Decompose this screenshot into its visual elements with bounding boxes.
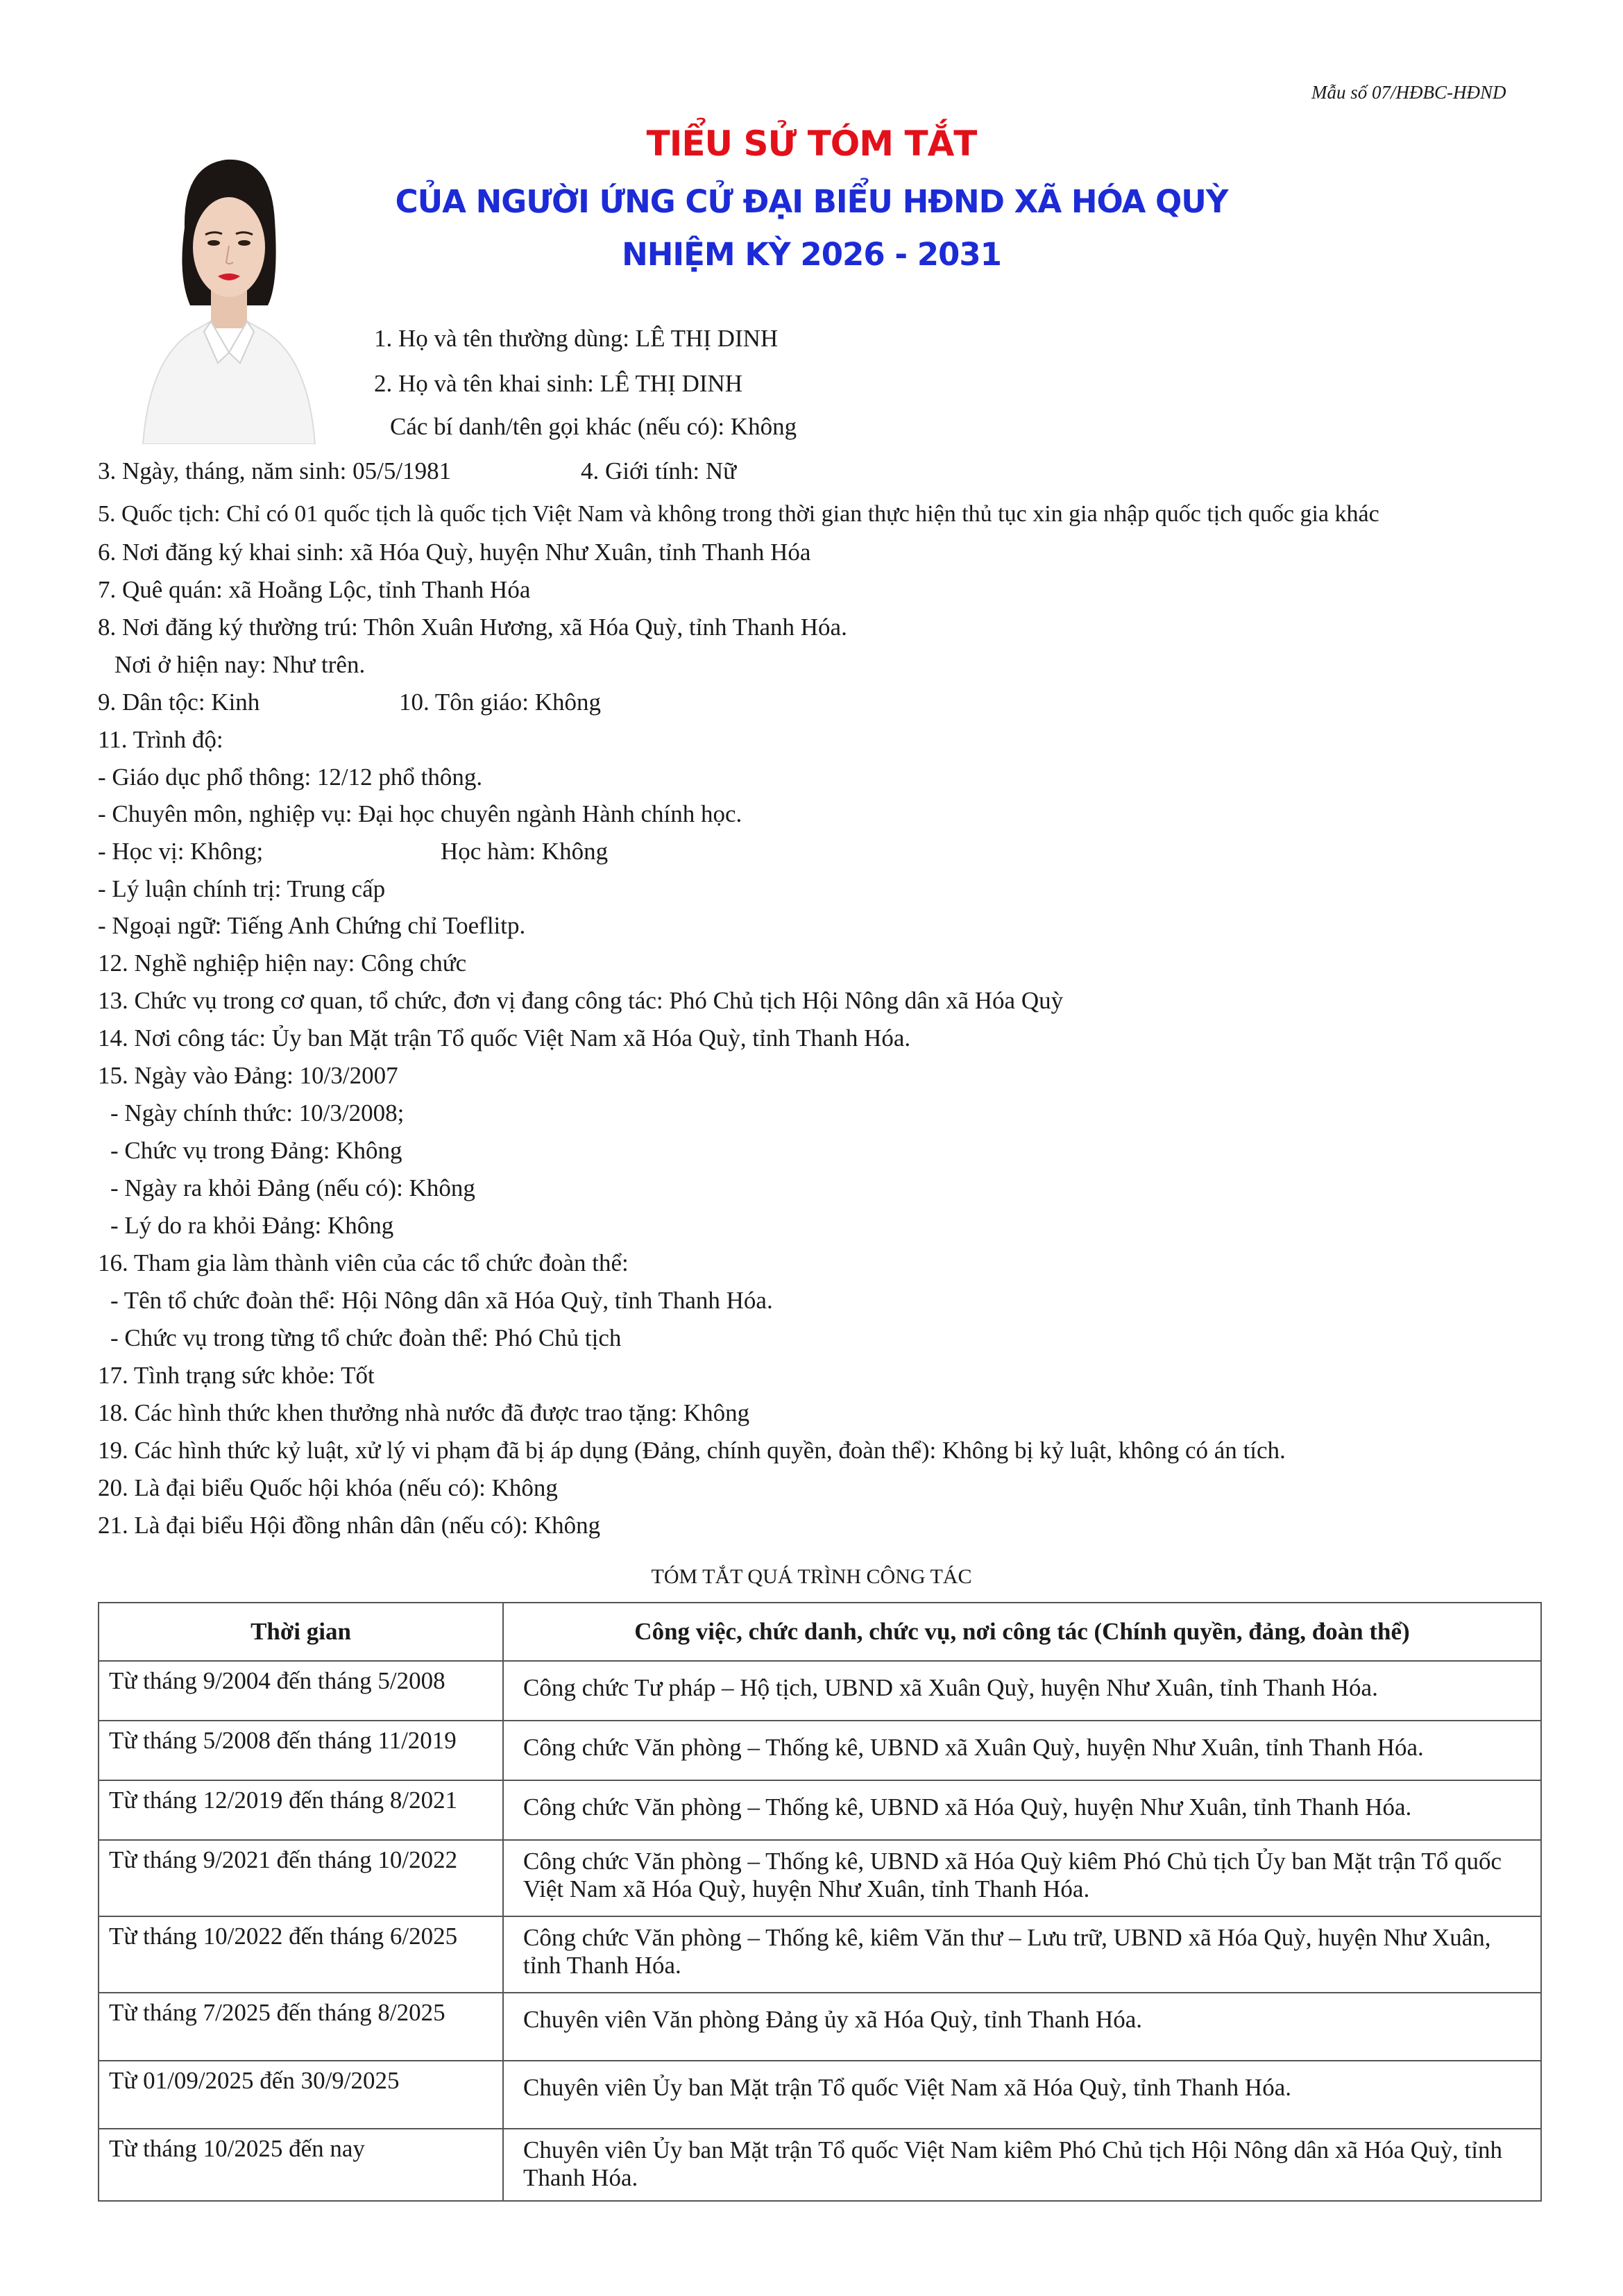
health-status: 17. Tình trạng sức khỏe: Tốt [98,1362,375,1389]
disciplinary-record: 19. Các hình thức kỷ luật, xử lý vi phạm đã bị áp dụng (Đảng, chính quyền, đoàn thể): Không bị kỷ luật, không có án tích. [98,1437,1286,1464]
table-row [99,1840,1541,1916]
gender: 4. Giới tính: Nữ [581,457,737,484]
description-cell: Công chức Văn phòng – Thống kê, UBND xã Hóa Quỳ kiêm Phó Chủ tịch Ủy ban Mặt trận Tổ quốc Việt Nam xã Hóa Quỳ, huyện Như Xuân, tỉnh Thanh Hóa. [503,1840,1541,1916]
party-position: - Chức vụ trong Đảng: Không [110,1137,402,1164]
period-cell: Từ tháng 12/2019 đến tháng 8/2021 [99,1780,503,1840]
religion: 10. Tôn giáo: Không [399,689,602,716]
table-row [99,1916,1541,1993]
qualifications-heading: 11. Trình độ: [98,726,223,753]
common-name: 1. Họ và tên thường dùng: LÊ THỊ DINH [374,325,779,352]
academic-degree: - Học vị: Không; [98,838,264,865]
professional-qualification: - Chuyên môn, nghiệp vụ: Đại học chuyên ngành Hành chính học. [98,800,742,827]
document-title: TIỂU SỬ TÓM TẮT [646,124,977,164]
description-cell: Công chức Tư pháp – Hộ tịch, UBND xã Xuân Quỳ, huyện Như Xuân, tỉnh Thanh Hóa. [503,1661,1541,1721]
period-cell: Từ tháng 10/2025 đến nay [99,2129,503,2201]
party-leave-date: - Ngày ra khỏi Đảng (nếu có): Không [110,1174,475,1201]
table-row [99,1721,1541,1780]
table-row [99,2129,1541,2201]
current-residence: Nơi ở hiện nay: Như trên. [114,651,366,678]
permanent-residence: 8. Nơi đăng ký thường trú: Thôn Xuân Hương, xã Hóa Quỳ, tỉnh Thanh Hóa. [98,614,847,641]
period-cell: Từ tháng 9/2021 đến tháng 10/2022 [99,1840,503,1916]
state-awards: 18. Các hình thức khen thưởng nhà nước đã được trao tặng: Không [98,1399,750,1426]
national-assembly-delegate: 20. Là đại biểu Quốc hội khóa (nếu có): Không [98,1474,558,1501]
ethnicity: 9. Dân tộc: Kinh [98,689,260,716]
form-code: Mẫu số 07/HĐBC-HĐND [1311,82,1506,103]
workplace: 14. Nơi công tác: Ủy ban Mặt trận Tổ quốc Việt Nam xã Hóa Quỳ, tỉnh Thanh Hóa. [98,1024,911,1052]
description-cell: Chuyên viên Ủy ban Mặt trận Tổ quốc Việt Nam xã Hóa Quỳ, tỉnh Thanh Hóa. [503,2061,1541,2129]
party-official-date: - Ngày chính thức: 10/3/2008; [110,1099,405,1126]
column-header-period: Thời gian [99,1603,503,1661]
period-cell: Từ tháng 7/2025 đến tháng 8/2025 [99,1993,503,2061]
document-subtitle: CỦA NGƯỜI ỨNG CỬ ĐẠI BIỂU HĐND XÃ HÓA QUỲ [395,183,1228,220]
description-cell: Công chức Văn phòng – Thống kê, UBND xã Hóa Quỳ, huyện Như Xuân, tỉnh Thanh Hóa. [503,1780,1541,1840]
mass-organization-position: - Chức vụ trong từng tổ chức đoàn thể: Phó Chủ tịch [110,1324,622,1351]
mass-organizations-heading: 16. Tham gia làm thành viên của các tổ chức đoàn thể: [98,1249,629,1276]
aliases: Các bí danh/tên gọi khác (nếu có): Không [390,413,797,440]
portrait-photo [129,124,328,444]
foreign-language: - Ngoại ngữ: Tiếng Anh Chứng chỉ Toeflitp. [98,912,526,939]
table-row [99,1661,1541,1721]
table-row [99,1780,1541,1840]
current-occupation: 12. Nghề nghiệp hiện nay: Công chức [98,949,467,977]
peoples-council-delegate: 21. Là đại biểu Hội đồng nhân dân (nếu có): Không [98,1512,601,1539]
mass-organization-name: - Tên tổ chức đoàn thể: Hội Nông dân xã Hóa Quỳ, tỉnh Thanh Hóa. [110,1287,773,1314]
period-cell: Từ tháng 10/2022 đến tháng 6/2025 [99,1916,503,1993]
date-of-birth: 3. Ngày, tháng, năm sinh: 05/5/1981 [98,457,452,484]
table-row [99,1993,1541,2061]
table-header-row [99,1603,1541,1661]
description-cell: Chuyên viên Ủy ban Mặt trận Tổ quốc Việt Nam kiêm Phó Chủ tịch Hội Nông dân xã Hóa Quỳ, tỉnh Thanh Hóa. [503,2129,1541,2201]
document-term: NHIỆM KỲ 2026 - 2031 [622,236,1001,273]
column-header-description: Công việc, chức danh, chức vụ, nơi công tác (Chính quyền, đảng, đoàn thể) [503,1603,1541,1661]
period-cell: Từ 01/09/2025 đến 30/9/2025 [99,2061,503,2129]
nationality: 5. Quốc tịch: Chỉ có 01 quốc tịch là quốc tịch Việt Nam và không trong thời gian thực hiện thủ tục xin gia nhập quốc tịch quốc gia khác [98,501,1379,527]
general-education: - Giáo dục phổ thông: 12/12 phổ thông. [98,763,483,791]
academic-title: Học hàm: Không [441,838,609,865]
period-cell: Từ tháng 9/2004 đến tháng 5/2008 [99,1661,503,1721]
table-row [99,2061,1541,2129]
description-cell: Công chức Văn phòng – Thống kê, UBND xã Xuân Quỳ, huyện Như Xuân, tỉnh Thanh Hóa. [503,1721,1541,1780]
birth-registration-place: 6. Nơi đăng ký khai sinh: xã Hóa Quỳ, huyện Như Xuân, tỉnh Thanh Hóa [98,539,811,566]
description-cell: Công chức Văn phòng – Thống kê, kiêm Văn thư – Lưu trữ, UBND xã Hóa Quỳ, huyện Như Xuân, tỉnh Thanh Hóa. [503,1916,1541,1993]
description-cell: Chuyên viên Văn phòng Đảng ủy xã Hóa Quỳ, tỉnh Thanh Hóa. [503,1993,1541,2061]
political-theory: - Lý luận chính trị: Trung cấp [98,875,386,902]
current-position: 13. Chức vụ trong cơ quan, tổ chức, đơn vị đang công tác: Phó Chủ tịch Hội Nông dân xã Hóa Quỳ [98,987,1064,1014]
hometown: 7. Quê quán: xã Hoằng Lộc, tỉnh Thanh Hóa [98,576,531,603]
period-cell: Từ tháng 5/2008 đến tháng 11/2019 [99,1721,503,1780]
work-history-table [98,1602,1542,2202]
birth-name: 2. Họ và tên khai sinh: LÊ THỊ DINH [374,370,743,397]
work-history-caption: TÓM TẮT QUÁ TRÌNH CÔNG TÁC [651,1565,972,1588]
party-admission-date: 15. Ngày vào Đảng: 10/3/2007 [98,1062,398,1089]
party-leave-reason: - Lý do ra khỏi Đảng: Không [110,1212,394,1239]
